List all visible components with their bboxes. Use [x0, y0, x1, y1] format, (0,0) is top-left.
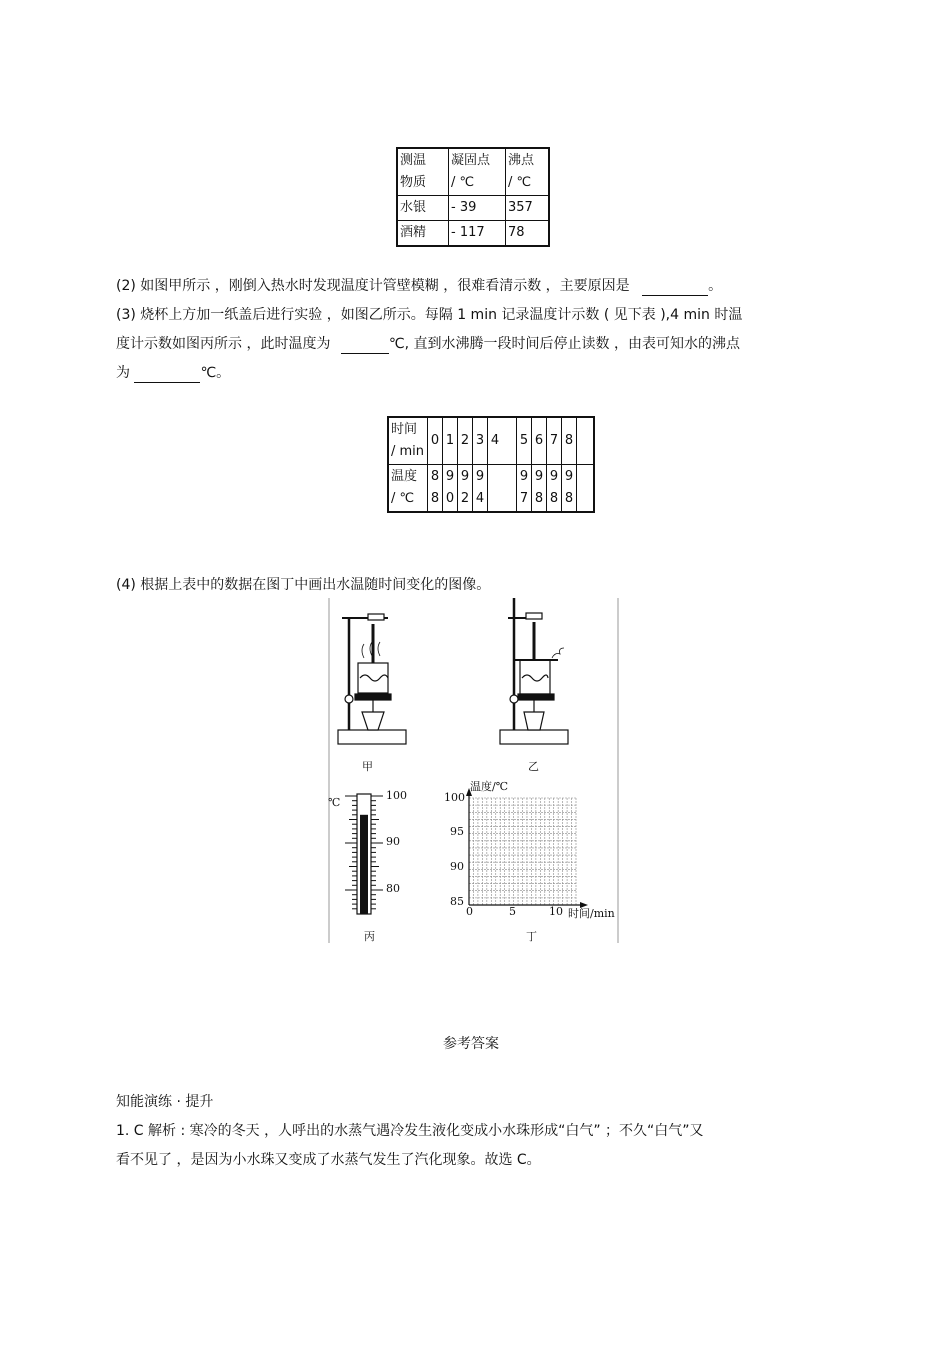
header-line: / ℃ [508, 175, 532, 190]
table-cell [458, 465, 473, 513]
table-cell: 78 [506, 221, 550, 247]
question-text: 度计示数如图丙所示 ，此时温度为 [116, 336, 331, 352]
digit: 9 [519, 469, 529, 484]
question-text: 烧杯上方加一纸盖后进行实验 ，如图乙所示。每隔 1 min 记录温度计示数 ( 见下表 ),4 min 时温 [140, 307, 743, 323]
question-text: ℃。 [200, 365, 231, 381]
digit: 7 [519, 491, 529, 506]
label-bing: 丙 [364, 930, 375, 943]
header-line: / ℃ [451, 175, 475, 190]
question-text: 根据上表中的数据在图丁中画出水温随时间变化的图像。 [140, 577, 491, 593]
table-cell: 357 [506, 196, 550, 221]
table-cell [577, 465, 595, 513]
table-cell [547, 465, 562, 513]
table-row [388, 465, 594, 513]
table-cell [577, 417, 595, 465]
grid-ytick: 85 [450, 895, 464, 908]
answers-title: 参考答案 [443, 1036, 499, 1052]
header-line: 温度 [391, 469, 418, 484]
header-line: 凝固点 [451, 153, 491, 168]
table-cell [428, 465, 443, 513]
answer-1-line-1: 1. C 解析 : 寒冷的冬天 ，人呼出的水蒸气遇冷发生液化变成小水珠形成“白气” ；不久“白气”又 [116, 1123, 704, 1139]
grid-xtick: 5 [509, 905, 516, 918]
question-3-line-2 [116, 334, 740, 354]
question-text: 如图甲所示 ，刚倒入热水时发现温度计管壁模糊 ，很难看清示数 ，主要原因是 [140, 278, 630, 294]
table-cell [488, 465, 517, 513]
table-header-cell [388, 465, 428, 513]
boiling-point-table [396, 147, 550, 247]
table-cell: - 39 [449, 196, 506, 221]
thermometer-bing [345, 794, 383, 914]
answer-1-line-2: 看不见了 ，是因为小水珠又变成了水蒸气发生了汽化现象。故选 C。 [116, 1152, 541, 1168]
digit: 4 [475, 491, 485, 506]
grid-ytick: 95 [450, 825, 464, 838]
table-cell: 2 [458, 417, 473, 465]
table-cell [473, 465, 488, 513]
digit: 9 [564, 469, 574, 484]
digit: 9 [445, 469, 455, 484]
digit: 8 [430, 469, 440, 484]
table-header-cell [449, 148, 506, 196]
header-line: 测温 [400, 153, 427, 168]
answers-section: 知能演练 · 提升 [116, 1094, 214, 1110]
digit: 9 [460, 469, 470, 484]
header-line: 沸点 [508, 153, 535, 168]
table-cell: 5 [517, 417, 532, 465]
digit: 8 [564, 491, 574, 506]
table-header-cell [397, 148, 449, 196]
table-cell [443, 465, 458, 513]
table-cell: 7 [547, 417, 562, 465]
experiment-figure [328, 598, 620, 943]
table-row [397, 196, 549, 221]
table-row [397, 221, 549, 247]
digit: 9 [534, 469, 544, 484]
answer-blank[interactable] [341, 337, 389, 354]
grid-xtick: 0 [466, 905, 473, 918]
question-3-line-1 [116, 305, 742, 325]
digit: 2 [460, 491, 470, 506]
table-cell [502, 417, 517, 465]
question-2 [116, 276, 722, 296]
question-number: (2) [116, 278, 136, 294]
table-cell: 0 [428, 417, 443, 465]
digit: 9 [475, 469, 485, 484]
table-header-cell [506, 148, 550, 196]
grid-xtick: 10 [549, 905, 563, 918]
question-number: (3) [116, 307, 136, 323]
apparatus-jia [338, 614, 406, 744]
thermo-tick-label: 80 [386, 882, 400, 895]
table-header-row [397, 148, 549, 196]
header-line: 物质 [400, 175, 427, 190]
digit: 8 [534, 491, 544, 506]
grid-ytick: 100 [444, 791, 465, 804]
thermo-unit: ℃ [328, 796, 341, 809]
table-cell [517, 465, 532, 513]
label-yi: 乙 [528, 760, 539, 773]
table-row [388, 417, 594, 465]
digit: 0 [445, 491, 455, 506]
apparatus-yi [500, 598, 568, 744]
table-header-cell [388, 417, 428, 465]
question-3-line-3 [116, 363, 230, 383]
table-cell: 酒精 [397, 221, 449, 247]
header-line: 时间 [391, 422, 418, 437]
question-text: ℃, 直到水沸腾一段时间后停止读数 ，由表可知水的沸点 [388, 336, 740, 352]
grid-ylabel: 温度/℃ [470, 780, 509, 793]
answer-blank[interactable] [642, 279, 708, 296]
thermo-tick-label: 100 [386, 789, 407, 802]
table-cell: 水银 [397, 196, 449, 221]
label-ding: 丁 [526, 930, 537, 943]
temperature-table [387, 416, 595, 513]
question-text: 为 [116, 365, 130, 381]
table-cell: 3 [473, 417, 488, 465]
table-cell: 1 [443, 417, 458, 465]
digit: 8 [549, 491, 559, 506]
question-number: (4) [116, 577, 136, 593]
header-line: / ℃ [391, 491, 415, 506]
table-cell: 6 [532, 417, 547, 465]
table-cell [562, 465, 577, 513]
digit: 8 [430, 491, 440, 506]
table-cell [532, 465, 547, 513]
digit: 9 [549, 469, 559, 484]
table-cell: - 117 [449, 221, 506, 247]
question-text: 。 [708, 278, 723, 294]
table-cell: 8 [562, 417, 577, 465]
question-4 [116, 575, 490, 595]
grid-ytick: 90 [450, 860, 464, 873]
answer-blank[interactable] [134, 366, 200, 383]
table-cell: 4 [488, 417, 503, 465]
thermo-tick-label: 90 [386, 835, 400, 848]
grid-xlabel: 时间/min [568, 907, 615, 920]
label-jia: 甲 [362, 760, 373, 773]
header-line: / min [391, 444, 425, 459]
grid-ding [466, 788, 588, 908]
